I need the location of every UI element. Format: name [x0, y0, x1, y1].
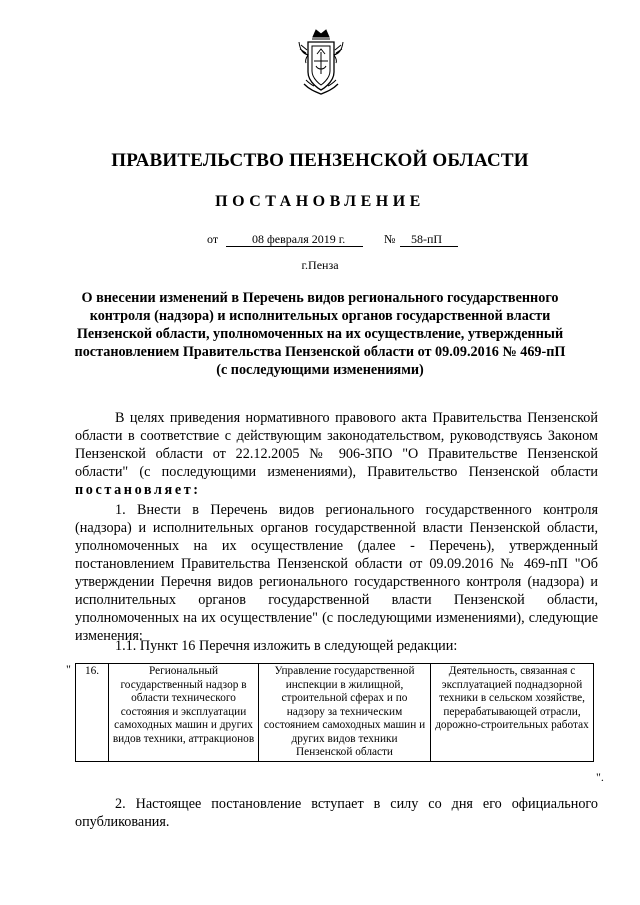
control-kind-cell: Региональный государственный надзор в области технического состояния и эксплуатации самоходных машин и других видов техники, аттракционов	[109, 664, 259, 762]
preamble-text: В целях приведения нормативного правового акта Правительства Пензенской области в соответствие с действующим законодательством, руководствуясь Законом Пензенской области от 22.12.2005 № 906-ЗПО "О Правительстве Пензенской области" (с последующими изменениями), Правительство Пензенской области	[75, 410, 598, 480]
date-prefix: от	[207, 232, 219, 246]
city: г.Пенза	[301, 258, 339, 272]
resolves-word: постановляет:	[75, 482, 201, 498]
table-opening-quote: "	[66, 662, 71, 676]
preamble-paragraph	[75, 409, 598, 499]
row-number-cell: 16.	[76, 664, 109, 762]
document-date: 08 февраля 2019 г.	[252, 232, 346, 246]
authority-cell: Управление государственной инспекции в жилищной, строительной сферах и по надзору за техническим состоянием самоходных машин и других видов техники Пензенской области	[259, 664, 431, 762]
number-underline	[400, 246, 458, 247]
table-closing-quote: ".	[596, 770, 604, 784]
number-sign: №	[384, 232, 396, 246]
document-type: ПОСТАНОВЛЕНИЕ	[215, 193, 425, 210]
date-underline	[226, 246, 363, 247]
table-row	[76, 664, 594, 762]
activity-cell: Деятельность, связанная с эксплуатацией поднадзорной техники в сельском хозяйстве, перерабатывающей отрасли, дорожно-строительных работах	[431, 664, 594, 762]
document-heading: О внесении изменений в Перечень видов регионального государственного контроля (надзора) и исполнительных органов государственной власти Пензенской области, уполномоченных на их осуществление, утвержденный постановлением Правительства Пензенской области от 09.09.2016 № 469-пП (с последующими изменениями)	[74, 290, 566, 378]
item-1-1-paragraph	[75, 637, 598, 655]
item-1-text: 1. Внести в Перечень видов регионального государственного контроля (надзора) и исполнительных органов государственной власти Пензенской области, уполномоченных на их осуществление (далее - Перечень), утвержденный постановлением Правительства Пензенской области от 09.09.2016 № 469-пП "Об утверждении Перечня видов регионального государственного контроля (надзора) и исполнительных органов государственной власти Пензенской области, уполномоченных на их осуществление" (с последующими изменениями), следующие изменения:	[75, 502, 598, 644]
item-2-paragraph	[75, 795, 598, 831]
item-1-1-text: 1.1. Пункт 16 Перечня изложить в следующей редакции:	[115, 638, 458, 654]
item-2-text: 2. Настоящее постановление вступает в силу со дня его официального опубликования.	[75, 796, 598, 830]
amendment-table	[75, 663, 594, 762]
item-1-paragraph	[75, 501, 598, 645]
government-title: ПРАВИТЕЛЬСТВО ПЕНЗЕНСКОЙ ОБЛАСТИ	[111, 150, 529, 171]
coat-of-arms-emblem	[296, 28, 346, 98]
document-number: 58-пП	[411, 232, 443, 246]
